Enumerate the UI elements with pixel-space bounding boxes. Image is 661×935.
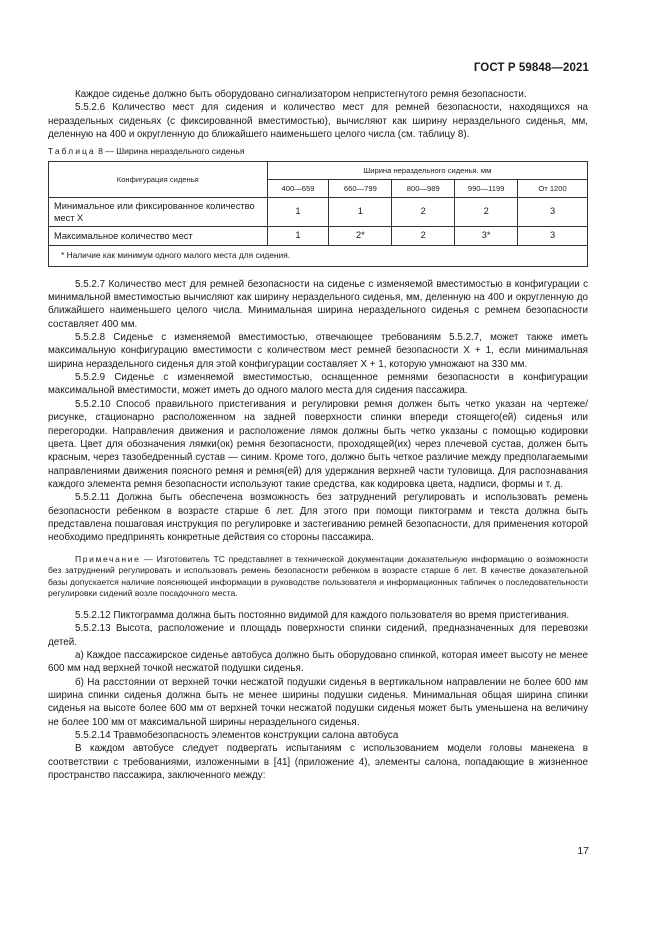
table-row <box>49 197 588 226</box>
table-cell: 2 <box>455 197 518 226</box>
table-cell: 3* <box>455 226 518 245</box>
table-cell: 1 <box>267 226 329 245</box>
table-row <box>49 226 588 245</box>
table-cell: 3 <box>518 197 588 226</box>
paragraph-item-b: б) На расстоянии от верхней точки несжатой подушки сиденья в вертикальном направлении не более 600 мм ширина спинки сиденья должна быть не менее ширины подушки сиденья. Минимальная общая ширина спинки сиденья на высоте более 600 мм от верхней точки несжатой подушки сиденья может быть уменьшена на величину не более 100 мм от максимальной ширины нераздельного сиденья. <box>48 676 588 728</box>
paragraph-5-5-2-10: 5.5.2.10 Способ правильного пристегивания и регулировки ремня должен быть четко указан на чертеже/рисунке, стационарно расположенном на задней поверхности спинки впереди стоящего(ей) сиденья или перегородки. Направления движения и расположение лямок должны быть четко указаны с помощью кодировки цвета. Цвет для обозначения лямки(ок) ремня безопасности, проходящей(их) через плечевой сустав, должен быть красным, через тазобедренный сустав — синим. Кроме того, должно быть четкое различие между предполагаемыми направлениями движения поясного ремня и ремня(ей) для удержания верхней части туловища. Для распознавания каждого элемента ремня безопасности используют такие средства, как кодировка цвета, надписи, формы и т. д. <box>48 398 588 490</box>
row-label: Максимальное количество мест <box>49 226 268 245</box>
table-cell: 1 <box>329 197 392 226</box>
paragraph-5-5-2-8: 5.5.2.8 Сиденье с изменяемой вместимостью, отвечающее требованиям 5.5.2.7, может также иметь максимальную конфигурацию вместимости с количеством мест ремней безопасности X + 1, если минимальная ширина нераздельного сиденья для этой конфигурации составляет X + 1, которую умножают на 330 мм. <box>48 332 588 370</box>
paragraph-5-5-2-6: 5.5.2.6 Количество мест для сидения и количество мест для ремней безопасности, находящихся на нераздельных сиденьях (с фиксированной вместимостью), вычисляют как ширину нераздельного сиденья, мм, деленную на 400 и округленную до ближайшего наименьшего целого числа (см. таблицу 8). <box>48 102 588 141</box>
col-header-configuration: Конфигурация сиденья <box>49 161 268 197</box>
paragraph-5-5-2-12: 5.5.2.12 Пиктограмма должна быть постоянно видимой для каждого пользователя во время пристегивания. <box>75 609 570 621</box>
paragraph-5-5-2-7: 5.5.2.7 Количество мест для ремней безопасности на сиденье с изменяемой вместимостью в конфигурации с минимальной вместимостью вычисляют как ширину нераздельного сиденья, мм, деленную на 400 и округленную до ближайшего наименьшего целого числа. Минимальная ширина нераздельного сиденья с ремнем безопасности составляет 400 мм. <box>48 278 588 330</box>
table-cell: 2* <box>329 226 392 245</box>
standard-code-header: ГОСТ Р 59848—2021 <box>473 62 589 74</box>
table-caption-label: Таблица <box>48 146 96 157</box>
note-label: Примечание <box>75 553 141 564</box>
table-cell: 1 <box>267 197 329 226</box>
note-block <box>48 554 588 600</box>
range-header: 990—1199 <box>455 179 518 197</box>
col-header-seat-width: Ширина нераздельного сиденья. мм <box>267 161 587 179</box>
paragraph-5-5-2-13: 5.5.2.13 Высота, расположение и площадь поверхности спинки сидений, предназначенных для перевозки детей. <box>48 623 588 648</box>
row-label: Минимальное или фиксированное количество мест X <box>49 197 268 226</box>
range-header: 660—799 <box>329 179 392 197</box>
table-cell: 3 <box>518 226 588 245</box>
paragraph-5-5-2-14: 5.5.2.14 Травмобезопасность элементов конструкции салона автобуса <box>75 730 399 742</box>
range-header: От 1200 <box>518 179 588 197</box>
paragraph-5-5-2-11: 5.5.2.11 Должна быть обеспечена возможность без затруднений регулировать и использовать ремень безопасности ребенком в возрасте старше 6 лет. Для этого при помощи пиктограмм и текста должна быть представлена пошаговая инструкция по регулировке и застегиванию ремней безопасности, для применения которой необходимо предпринять конкретные действия со стороны пассажира. <box>48 492 588 544</box>
paragraph-head-impact-test: В каждом автобусе следует подвергать испытаниям с использованием модели головы манекена в соответствии с требованиями, изложенными в [41] (приложение 4), элементы салона, попадающие в жизненное пространство пассажира, заключенного между: <box>48 743 588 782</box>
page-body <box>48 88 588 782</box>
paragraph-item-a: а) Каждое пассажирское сиденье автобуса должно быть оборудовано спинкой, которая имеет высоту не менее 600 мм над верхней точкой несжатой подушки сиденья. <box>48 650 588 675</box>
range-header: 400—659 <box>267 179 329 197</box>
paragraph-5-5-2-9: 5.5.2.9 Сиденье с изменяемой вместимостью, оснащенное ремнями безопасности в конфигурации максимальной вместимости, может иметь до одного малого места для сидения пассажира. <box>48 372 588 397</box>
table-caption <box>48 145 588 158</box>
table-caption-text: 8 — Ширина нераздельного сиденья <box>98 146 245 157</box>
table-cell: 2 <box>392 197 455 226</box>
page-number: 17 <box>577 845 589 857</box>
table-footnote: * Наличие как минимум одного малого места для сидения. <box>49 245 588 266</box>
note-text: — Изготовитель ТС представляет в технической документации доказательную информацию о возможности без затруднений регулировать и использовать ремень безопасности ребенком в возрасте старше 6 лет. В качестве доказательной базы допускается наличие поясняющей информации в руководстве пользователя и информационных табличек о последовательности регулировки сидений возле посадочного места. <box>48 553 588 599</box>
paragraph-seatbelt-indicator: Каждое сиденье должно быть оборудовано сигнализатором непристегнутого ремня безопасности. <box>75 89 527 100</box>
range-header: 800—989 <box>392 179 455 197</box>
seat-width-table <box>48 161 588 267</box>
table-cell: 2 <box>392 226 455 245</box>
